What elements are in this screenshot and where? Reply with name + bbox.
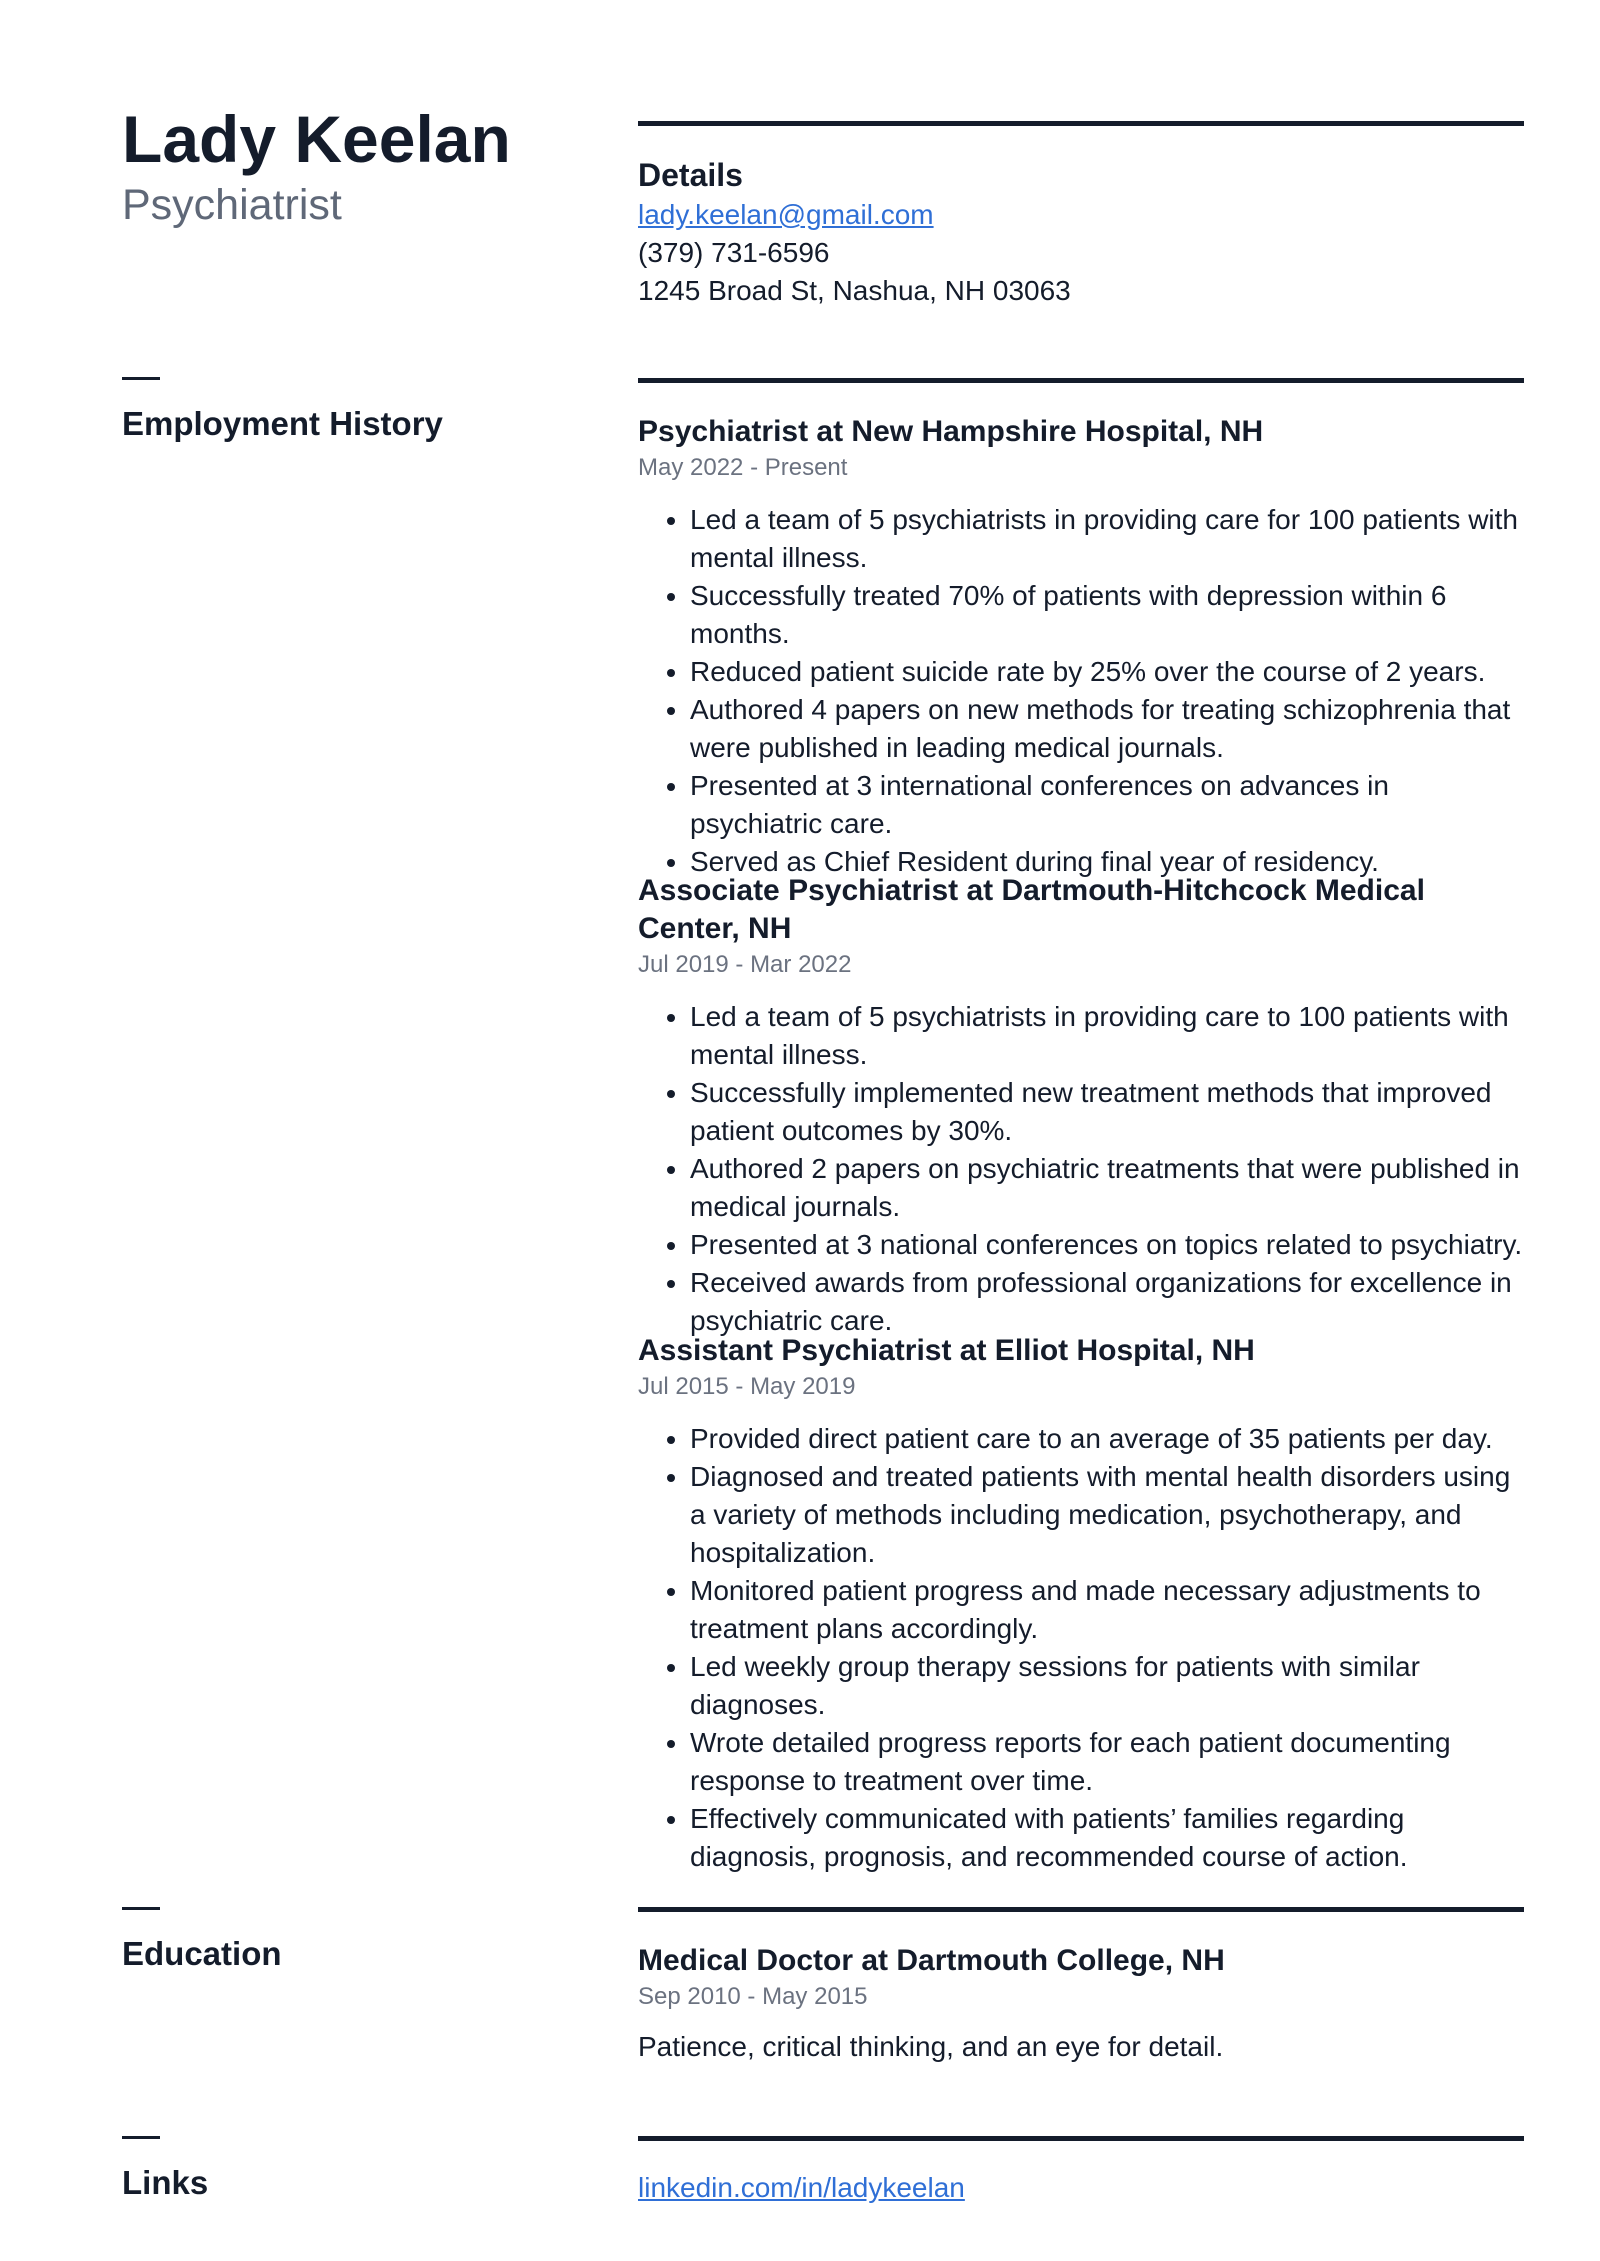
education-heading: Education (122, 1935, 282, 1972)
job-bullets (638, 998, 1524, 1340)
list-item: • Successfully treated 70% of patients with depression within 6 months. (690, 577, 1524, 653)
list-item: • Monitored patient progress and made necessary adjustments to treatment plans accordingly. (690, 1572, 1524, 1648)
email-link[interactable]: lady.keelan@gmail.com (638, 199, 934, 230)
education-dates: Sep 2010 - May 2015 (638, 1983, 868, 2010)
links-section (638, 2169, 1524, 2207)
list-item: • Received awards from professional organizations for excellence in psychiatric care. (690, 1264, 1524, 1340)
list-item: • Led a team of 5 psychiatrists in providing care for 100 patients with mental illness. (690, 501, 1524, 577)
links-dash (122, 2136, 160, 2139)
education-title: Medical Doctor at Dartmouth College, NH (638, 1944, 1225, 1977)
job-dates: Jul 2019 - Mar 2022 (638, 951, 852, 978)
job-dates: Jul 2015 - May 2019 (638, 1373, 856, 1400)
phone-number: (379) 731-6596 (638, 237, 830, 268)
links-heading: Links (122, 2164, 209, 2201)
list-item: • Served as Chief Resident during final year of residency. (690, 843, 1524, 881)
education-rule (638, 1907, 1524, 1912)
list-item: • Led weekly group therapy sessions for patients with similar diagnoses. (690, 1648, 1524, 1724)
list-item: • Diagnosed and treated patients with mental health disorders using a variety of methods including medication, psychotherapy, and hospitalization. (690, 1458, 1524, 1572)
links-rule (638, 2136, 1524, 2141)
education-entry (638, 1942, 1524, 2066)
job-title: Associate Psychiatrist at Dartmouth-Hitchcock Medical Center, NH (638, 874, 1425, 945)
list-item: • Authored 2 papers on psychiatric treatments that were published in medical journals. (690, 1150, 1524, 1226)
job-bullets (638, 1420, 1524, 1876)
job-dates: May 2022 - Present (638, 454, 848, 481)
job-entry (638, 1332, 1524, 1876)
details-heading: Details (638, 157, 743, 193)
list-item: • Provided direct patient care to an average of 35 patients per day. (690, 1420, 1524, 1458)
job-title: Assistant Psychiatrist at Elliot Hospital, NH (638, 1334, 1255, 1367)
linkedin-link[interactable]: linkedin.com/in/ladykeelan (638, 2172, 965, 2203)
employment-heading: Employment History (122, 405, 443, 442)
list-item: • Presented at 3 national conferences on topics related to psychiatry. (690, 1226, 1524, 1264)
job-title: Psychiatrist at New Hampshire Hospital, NH (638, 415, 1264, 448)
candidate-title: Psychiatrist (122, 181, 342, 229)
list-item: • Successfully implemented new treatment methods that improved patient outcomes by 30%. (690, 1074, 1524, 1150)
list-item: • Presented at 3 international conferences on advances in psychiatric care. (690, 767, 1524, 843)
details-rule (638, 121, 1524, 126)
list-item: • Authored 4 papers on new methods for treating schizophrenia that were published in leading medical journals. (690, 691, 1524, 767)
list-item: • Led a team of 5 psychiatrists in providing care to 100 patients with mental illness. (690, 998, 1524, 1074)
list-item: • Reduced patient suicide rate by 25% over the course of 2 years. (690, 653, 1524, 691)
education-dash (122, 1907, 160, 1910)
address: 1245 Broad St, Nashua, NH 03063 (638, 275, 1071, 306)
employment-dash (122, 377, 160, 380)
list-item: • Effectively communicated with patients’ families regarding diagnosis, prognosis, and recommended course of action. (690, 1800, 1524, 1876)
details-section (638, 154, 1524, 310)
education-description: Patience, critical thinking, and an eye for detail. (638, 2031, 1224, 2062)
job-entry (638, 413, 1524, 881)
candidate-name: Lady Keelan (122, 102, 511, 176)
list-item: • Wrote detailed progress reports for each patient documenting response to treatment over time. (690, 1724, 1524, 1800)
job-bullets (638, 501, 1524, 881)
job-entry (638, 872, 1524, 1340)
employment-rule (638, 378, 1524, 383)
